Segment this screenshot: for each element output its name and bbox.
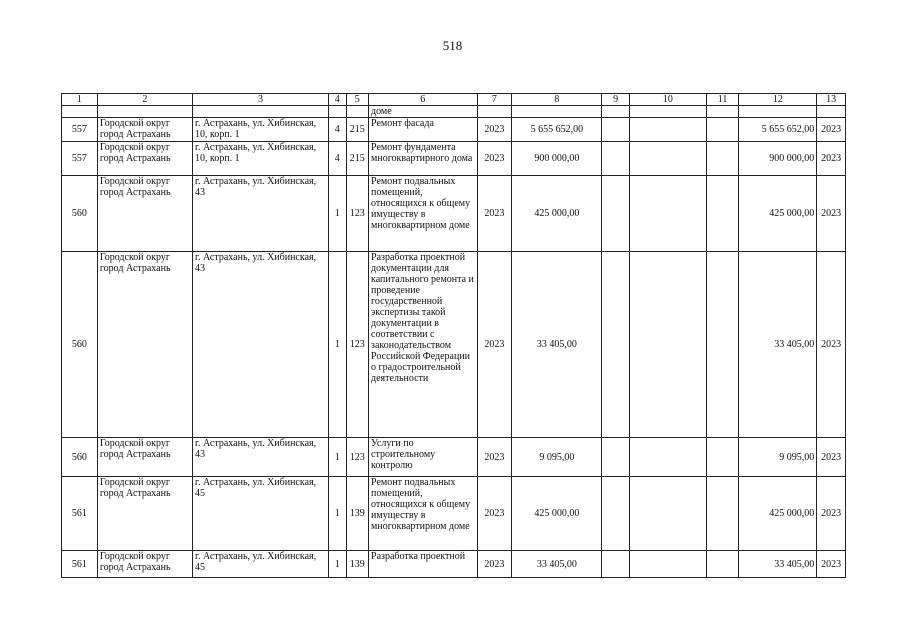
code-cell: 123 — [346, 252, 369, 438]
table-row — [62, 551, 846, 578]
row-number: 557 — [62, 142, 98, 176]
address-cell: г. Астрахань, ул. Хибинская, 45 — [192, 477, 328, 551]
header-row — [62, 94, 846, 106]
row-number: 561 — [62, 551, 98, 578]
municipality-cell: Городской округ город Астрахань — [97, 551, 192, 578]
col11-cell — [706, 477, 739, 551]
year-cell: 2023 — [477, 477, 512, 551]
code-cell: 215 — [346, 118, 369, 142]
municipality-cell: Городской округ город Астрахань — [97, 438, 192, 477]
col11-cell — [706, 438, 739, 477]
address-cell: г. Астрахань, ул. Хибинская, 43 — [192, 176, 328, 252]
end-year-cell: 2023 — [817, 142, 846, 176]
apartment-count-cell: 1 — [329, 252, 346, 438]
apartment-count-cell: 1 — [329, 477, 346, 551]
total-cell: 425 000,00 — [739, 176, 817, 252]
year-cell: 2023 — [477, 438, 512, 477]
col10-cell — [629, 551, 706, 578]
continuation-text: доме — [369, 106, 477, 118]
col9-cell — [602, 176, 630, 252]
total-cell: 33 405,00 — [739, 551, 817, 578]
row-number: 560 — [62, 252, 98, 438]
total-cell: 9 095,00 — [739, 438, 817, 477]
year-cell: 2023 — [477, 176, 512, 252]
address-cell: г. Астрахань, ул. Хибинская, 43 — [192, 252, 328, 438]
col9-cell — [602, 551, 630, 578]
code-cell: 139 — [346, 477, 369, 551]
total-cell: 5 655 652,00 — [739, 118, 817, 142]
row-number: 557 — [62, 118, 98, 142]
capital-repair-table — [61, 93, 846, 578]
apartment-count-cell: 1 — [329, 176, 346, 252]
table-row — [62, 142, 846, 176]
col9-cell — [602, 252, 630, 438]
col10-cell — [629, 477, 706, 551]
header-cell: 1 — [62, 94, 98, 106]
code-cell: 123 — [346, 438, 369, 477]
address-cell: г. Астрахань, ул. Хибинская, 43 — [192, 438, 328, 477]
header-cell: 6 — [369, 94, 477, 106]
col10-cell — [629, 176, 706, 252]
total-cell: 900 000,00 — [739, 142, 817, 176]
address-cell: г. Астрахань, ул. Хибинская, 10, корп. 1 — [192, 118, 328, 142]
municipality-cell: Городской округ город Астрахань — [97, 118, 192, 142]
header-cell: 8 — [512, 94, 602, 106]
municipality-cell: Городской округ город Астрахань — [97, 252, 192, 438]
col9-cell — [602, 118, 630, 142]
header-cell: 12 — [739, 94, 817, 106]
code-cell: 139 — [346, 551, 369, 578]
col10-cell — [629, 438, 706, 477]
col11-cell — [706, 118, 739, 142]
municipality-cell: Городской округ город Астрахань — [97, 477, 192, 551]
total-cell: 33 405,00 — [739, 252, 817, 438]
address-cell: г. Астрахань, ул. Хибинская, 45 — [192, 551, 328, 578]
end-year-cell: 2023 — [817, 438, 846, 477]
cost-cell: 33 405,00 — [512, 551, 602, 578]
col10-cell — [629, 142, 706, 176]
row-number: 560 — [62, 438, 98, 477]
cost-cell: 9 095,00 — [512, 438, 602, 477]
col9-cell — [602, 142, 630, 176]
cost-cell: 5 655 652,00 — [512, 118, 602, 142]
header-cell: 3 — [192, 94, 328, 106]
apartment-count-cell: 4 — [329, 142, 346, 176]
apartment-count-cell: 4 — [329, 118, 346, 142]
municipality-cell: Городской округ город Астрахань — [97, 142, 192, 176]
col9-cell — [602, 438, 630, 477]
end-year-cell: 2023 — [817, 118, 846, 142]
work-type-cell: Разработка проектной документации для капитального ремонта и проведение государственной экспертизы такой документации в соответствии с законодательством Российской Федерации о градостроительной деятельности — [369, 252, 477, 438]
table-row — [62, 176, 846, 252]
work-type-cell: Услуги по строительному контролю — [369, 438, 477, 477]
cost-cell: 900 000,00 — [512, 142, 602, 176]
end-year-cell: 2023 — [817, 176, 846, 252]
table-row — [62, 252, 846, 438]
table-row — [62, 118, 846, 142]
code-cell: 123 — [346, 176, 369, 252]
header-cell: 9 — [602, 94, 630, 106]
address-cell: г. Астрахань, ул. Хибинская, 10, корп. 1 — [192, 142, 328, 176]
header-cell: 13 — [817, 94, 846, 106]
end-year-cell: 2023 — [817, 551, 846, 578]
row-number: 561 — [62, 477, 98, 551]
apartment-count-cell: 1 — [329, 551, 346, 578]
code-cell: 215 — [346, 142, 369, 176]
col10-cell — [629, 118, 706, 142]
municipality-cell: Городской округ город Астрахань — [97, 176, 192, 252]
table-row — [62, 477, 846, 551]
end-year-cell: 2023 — [817, 477, 846, 551]
col11-cell — [706, 551, 739, 578]
year-cell: 2023 — [477, 142, 512, 176]
work-type-cell: Ремонт фундамента многоквартирного дома — [369, 142, 477, 176]
header-cell: 5 — [346, 94, 369, 106]
work-type-cell: Разработка проектной — [369, 551, 477, 578]
cost-cell: 425 000,00 — [512, 477, 602, 551]
total-cell: 425 000,00 — [739, 477, 817, 551]
year-cell: 2023 — [477, 551, 512, 578]
year-cell: 2023 — [477, 252, 512, 438]
cost-cell: 33 405,00 — [512, 252, 602, 438]
work-type-cell: Ремонт подвальных помещений, относящихся к общему имуществу в многоквартирном доме — [369, 477, 477, 551]
table-row — [62, 438, 846, 477]
year-cell: 2023 — [477, 118, 512, 142]
col11-cell — [706, 252, 739, 438]
col9-cell — [602, 477, 630, 551]
row-number: 560 — [62, 176, 98, 252]
header-cell: 7 — [477, 94, 512, 106]
cost-cell: 425 000,00 — [512, 176, 602, 252]
end-year-cell: 2023 — [817, 252, 846, 438]
work-type-cell: Ремонт фасада — [369, 118, 477, 142]
header-cell: 4 — [329, 94, 346, 106]
header-cell: 2 — [97, 94, 192, 106]
apartment-count-cell: 1 — [329, 438, 346, 477]
continuation-row — [62, 106, 846, 118]
page-number: 518 — [442, 38, 463, 53]
col10-cell — [629, 252, 706, 438]
work-type-cell: Ремонт подвальных помещений, относящихся к общему имуществу в многоквартирном доме — [369, 176, 477, 252]
header-cell: 11 — [706, 94, 739, 106]
col11-cell — [706, 142, 739, 176]
col11-cell — [706, 176, 739, 252]
header-cell: 10 — [629, 94, 706, 106]
